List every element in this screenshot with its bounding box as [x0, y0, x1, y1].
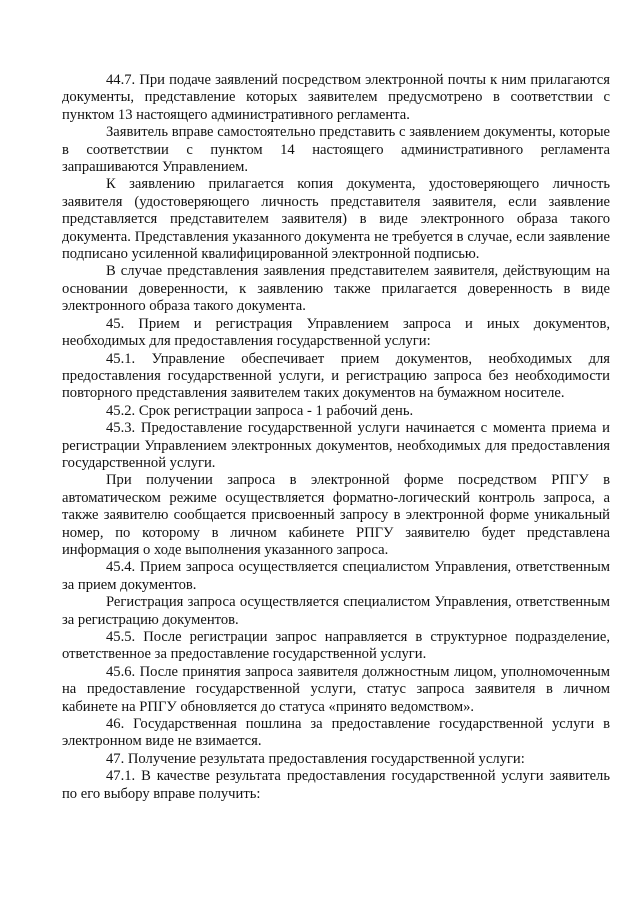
- paragraph-47: 47. Получение результата предоставления государственной услуги:: [106, 750, 525, 767]
- paragraph-rpgu-control: При получении запроса в электронной форме посредством РПГУ в автоматическом режиме осуществляется форматно-логический контроль запроса, а также заявителю сообщается присвоенный запросу в электронной форме уникальный номер, по которому в личном кабинете РПГУ заявителю будет представлена информация о ходе выполнения указанного запроса.: [62, 472, 610, 558]
- paragraph-45-5: 45.5. После регистрации запрос направляется в структурное подразделение, ответственное за предоставление государственной услуги.: [62, 629, 610, 663]
- paragraph-45-1: 45.1. Управление обеспечивает прием документов, необходимых для предоставления государственной услуги, и регистрацию запроса без необходимости повторного представления заявителем таких документов на бумажном носителе.: [62, 350, 610, 402]
- paragraph-45-6: 45.6. После принятия запроса заявителя должностным лицом, уполномоченным на предоставление государственной услуги, статус запроса заявителя в личном кабинете на РПГУ обновляется до статуса «принято ведомством».: [62, 663, 610, 715]
- paragraph-45-3: 45.3. Предоставление государственной услуги начинается с момента приема и регистрации Управлением электронных документов, необходимых для предоставления государственной услуги.: [62, 420, 610, 471]
- paragraph-registration: Регистрация запроса осуществляется специалистом Управления, ответственным за регистрацию документов.: [62, 594, 610, 628]
- paragraph-45-2: 45.2. Срок регистрации запроса - 1 рабочий день.: [106, 402, 414, 419]
- document-page: [62, 72, 610, 803]
- paragraph-44-7: 44.7. При подаче заявлений посредством электронной почты к ним прилагаются документы, представление которых заявителем предусмотрено в соответствии с пунктом 13 настоящего административного регламента.: [62, 72, 610, 123]
- paragraph-45-4: 45.4. Прием запроса осуществляется специалистом Управления, ответственным за прием документов.: [62, 559, 610, 593]
- paragraph-identity-copy: К заявлению прилагается копия документа, удостоверяющего личность заявителя (удостоверяющего личность представителя заявителя, если заявление представляется представителем заявителя) в виде электронного образа такого документа. Представления указанного документа не требуется в случае, если заявление подписано усиленной квалифицированной электронной подписью.: [62, 176, 610, 263]
- paragraph-45: 45. Прием и регистрация Управлением запроса и иных документов, необходимых для предоставления государственной услуги:: [62, 315, 610, 350]
- paragraph-46: 46. Государственная пошлина за предоставление государственной услуги в электронном виде не взимается.: [62, 716, 610, 750]
- paragraph-power-of-attorney: В случае представления заявления представителем заявителя, действующим на основании доверенности, к заявлению также прилагается доверенность в виде электронного образа такого документа.: [62, 263, 610, 315]
- paragraph-documents-right: Заявитель вправе самостоятельно представить с заявлением документы, которые в соответствии с пунктом 14 настоящего административного регламента запрашиваются Управлением.: [62, 124, 610, 176]
- paragraph-47-1: 47.1. В качестве результата предоставления государственной услуги заявитель по его выбору вправе получить:: [62, 768, 610, 802]
